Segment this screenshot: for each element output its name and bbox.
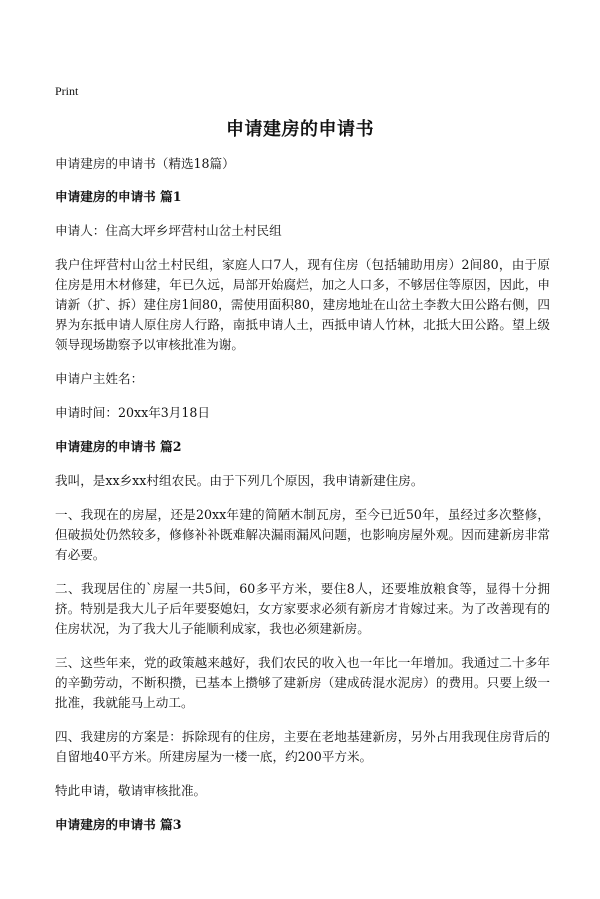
section-paragraph: 申请人：住高大坪乡坪营村山岔土村民组	[55, 223, 282, 238]
section-paragraph: 特此申请，敬请审核批准。	[55, 783, 207, 798]
section-heading: 申请建房的申请书 篇3	[55, 817, 182, 832]
section-paragraph: 申请户主姓名：	[55, 371, 144, 386]
section-paragraph: 我户住坪营村山岔土村民组，家庭人口7人，现有住房（包括辅助用房）2间80，由于原住房是用木材修建，年已久远，局部开始腐烂，加之人口多，不够居住等原因，因此，申请新（扩、拆）建住房1间80，需使用面积80，建房地址在山岔土李教大田公路右侧，四界为东抵申请人原住房人行路，南抵申请人土，西抵申请人竹林，北抵大田公路。望上级领导现场勘察予以审核批准为谢。	[55, 257, 550, 352]
section-paragraph: 二、我现居住的`房屋一共5间，60多平方米，要住8人，还要堆放粮食等，显得十分拥挤。特别是我大儿子后年要娶媳妇，女方家要求必须有新房才肯嫁过来。为了改善现有的住房状况，为了我大儿子能顺利成家，我也必须建新房。	[55, 581, 550, 636]
document-subtitle: 申请建房的申请书（精选18篇）	[55, 156, 235, 171]
section-paragraph: 三、这些年来，党的政策越来越好，我们农民的收入也一年比一年增加。我通过二十多年的辛勤劳动，不断积攒，已基本上攒够了建新房（建成砖混水泥房）的费用。只要上级一批准，我就能马上动工。	[55, 655, 550, 710]
section-heading: 申请建房的申请书 篇1	[55, 189, 182, 204]
section-paragraph: 四、我建房的方案是：拆除现有的住房，主要在老地基建新房，另外占用我现住房背后的自留地40平方米。所建房屋为一楼一底，约200平方米。	[55, 729, 550, 764]
section-paragraph: 一、我现在的房屋，还是20xx年建的简陋木制瓦房，至今已近50年，虽经过多次整修，但破损处仍然较多，修修补补既难解决漏雨漏风问题，也影响房屋外观。因而建新房非常有必要。	[55, 507, 550, 562]
section-paragraph: 我叫，是xx乡xx村组农民。由于下列几个原因，我申请新建住房。	[55, 473, 424, 488]
document-body	[55, 154, 550, 849]
document-title: 申请建房的申请书	[226, 119, 374, 140]
print-label[interactable]: Print	[55, 84, 79, 98]
section-heading: 申请建房的申请书 篇2	[55, 439, 182, 454]
section-paragraph: 申请时间：20xx年3月18日	[55, 405, 211, 420]
